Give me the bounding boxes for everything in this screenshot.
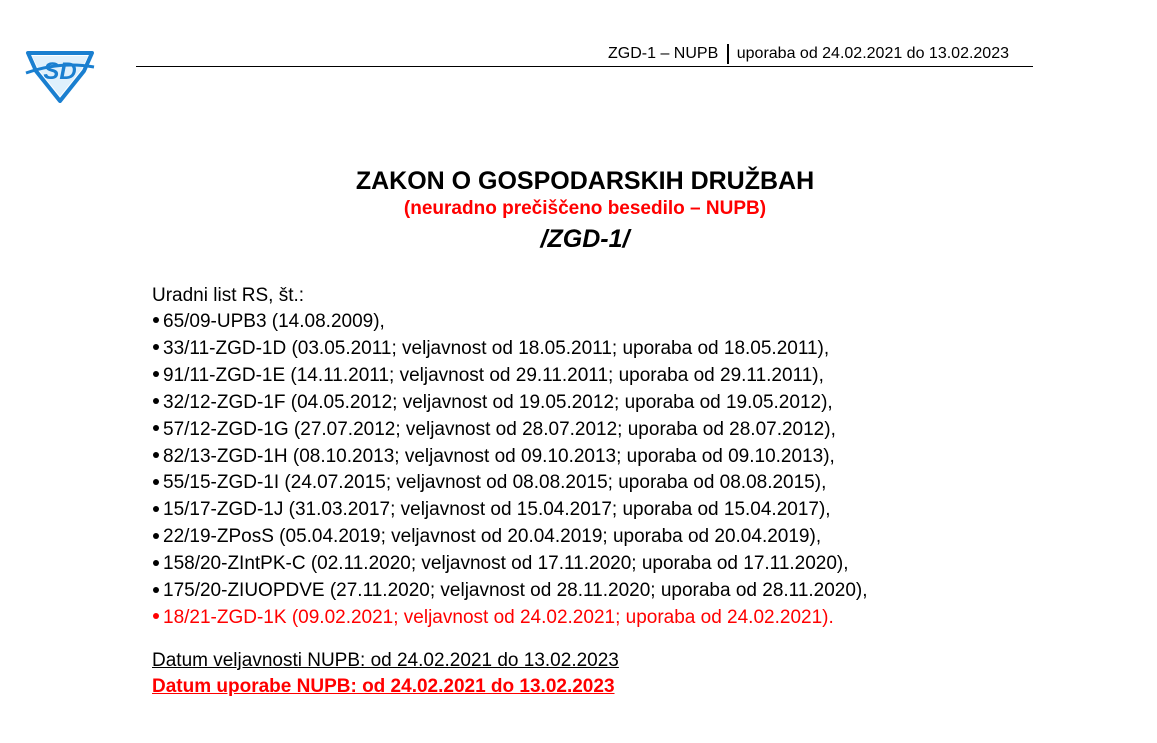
header-right-label: uporaba od 24.02.2021 do 13.02.2023 <box>736 45 1009 62</box>
bullet-icon <box>153 452 159 458</box>
header-left-label: ZGD-1 – NUPB <box>608 45 719 62</box>
amendment-text: 22/19-ZPosS (05.04.2019; veljavnost od 20.04.2019; uporaba od 20.04.2019), <box>163 526 822 548</box>
amendment-text: 32/12-ZGD-1F (04.05.2012; veljavnost od 19.05.2012; uporaba od 19.05.2012), <box>163 391 833 413</box>
amendment-text: 57/12-ZGD-1G (27.07.2012; veljavnost od 28.07.2012; uporaba od 28.07.2012), <box>163 418 836 440</box>
bullet-icon <box>153 371 159 377</box>
bullet-icon <box>153 479 159 485</box>
bullet-icon <box>153 533 159 539</box>
sd-shield-logo-icon <box>22 45 98 103</box>
gazette-label: Uradni list RS, št.: <box>152 285 305 306</box>
amendment-item <box>152 336 868 363</box>
bullet-icon <box>153 425 159 431</box>
bullet-icon <box>153 317 159 323</box>
amendment-text: 82/13-ZGD-1H (08.10.2013; veljavnost od 09.10.2013; uporaba od 09.10.2013), <box>163 445 835 467</box>
bullet-icon <box>153 560 159 566</box>
bullet-icon <box>153 344 159 350</box>
amendment-item <box>152 497 868 524</box>
amendment-item <box>152 444 868 471</box>
amendment-item <box>152 363 868 390</box>
amendment-text: 15/17-ZGD-1J (31.03.2017; veljavnost od 15.04.2017; uporaba od 15.04.2017), <box>163 499 831 521</box>
bullet-icon <box>153 587 159 593</box>
amendment-text: 65/09-UPB3 (14.08.2009), <box>163 311 385 332</box>
amendment-item <box>152 578 868 605</box>
amendment-item <box>152 524 868 551</box>
header-text <box>608 44 1009 64</box>
bullet-icon <box>153 506 159 512</box>
document-title: ZAKON O GOSPODARSKIH DRUŽBAH <box>355 167 815 195</box>
validity-date: Datum veljavnosti NUPB: od 24.02.2021 do 13.02.2023 <box>152 650 619 671</box>
amendment-item <box>152 309 868 336</box>
amendment-item <box>152 417 868 444</box>
amendment-item <box>152 551 868 578</box>
document-subtitle: (neuradno prečiščeno besedilo – NUPB) <box>403 198 767 219</box>
amendment-text: 91/11-ZGD-1E (14.11.2011; veljavnost od 29.11.2011; uporaba od 29.11.2011), <box>163 364 824 386</box>
page-header <box>136 44 1033 67</box>
amendment-text: 175/20-ZIUOPDVE (27.11.2020; veljavnost od 28.11.2020; uporaba od 28.11.2020), <box>163 580 868 602</box>
amendment-text: 33/11-ZGD-1D (03.05.2011; veljavnost od 18.05.2011; uporaba od 18.05.2011), <box>163 337 830 359</box>
amendment-item <box>152 605 868 632</box>
amendment-text: 55/15-ZGD-1I (24.07.2015; veljavnost od 08.08.2015; uporaba od 08.08.2015), <box>163 472 827 494</box>
bullet-icon <box>153 613 159 619</box>
amendment-text: 158/20-ZIntPK-C (02.11.2020; veljavnost od 17.11.2020; uporaba od 17.11.2020), <box>163 553 849 575</box>
amendment-item <box>152 390 868 417</box>
document-abbreviation: /ZGD-1/ <box>540 225 630 253</box>
amendment-item <box>152 470 868 497</box>
header-separator <box>727 44 729 64</box>
svg-text:SD: SD <box>43 58 77 85</box>
title-block <box>0 166 1157 256</box>
usage-date: Datum uporabe NUPB: od 24.02.2021 do 13.02.2023 <box>152 676 615 697</box>
bullet-icon <box>153 398 159 404</box>
amendments-list <box>152 309 868 632</box>
amendment-text: 18/21-ZGD-1K (09.02.2021; veljavnost od 24.02.2021; uporaba od 24.02.2021). <box>163 606 834 628</box>
